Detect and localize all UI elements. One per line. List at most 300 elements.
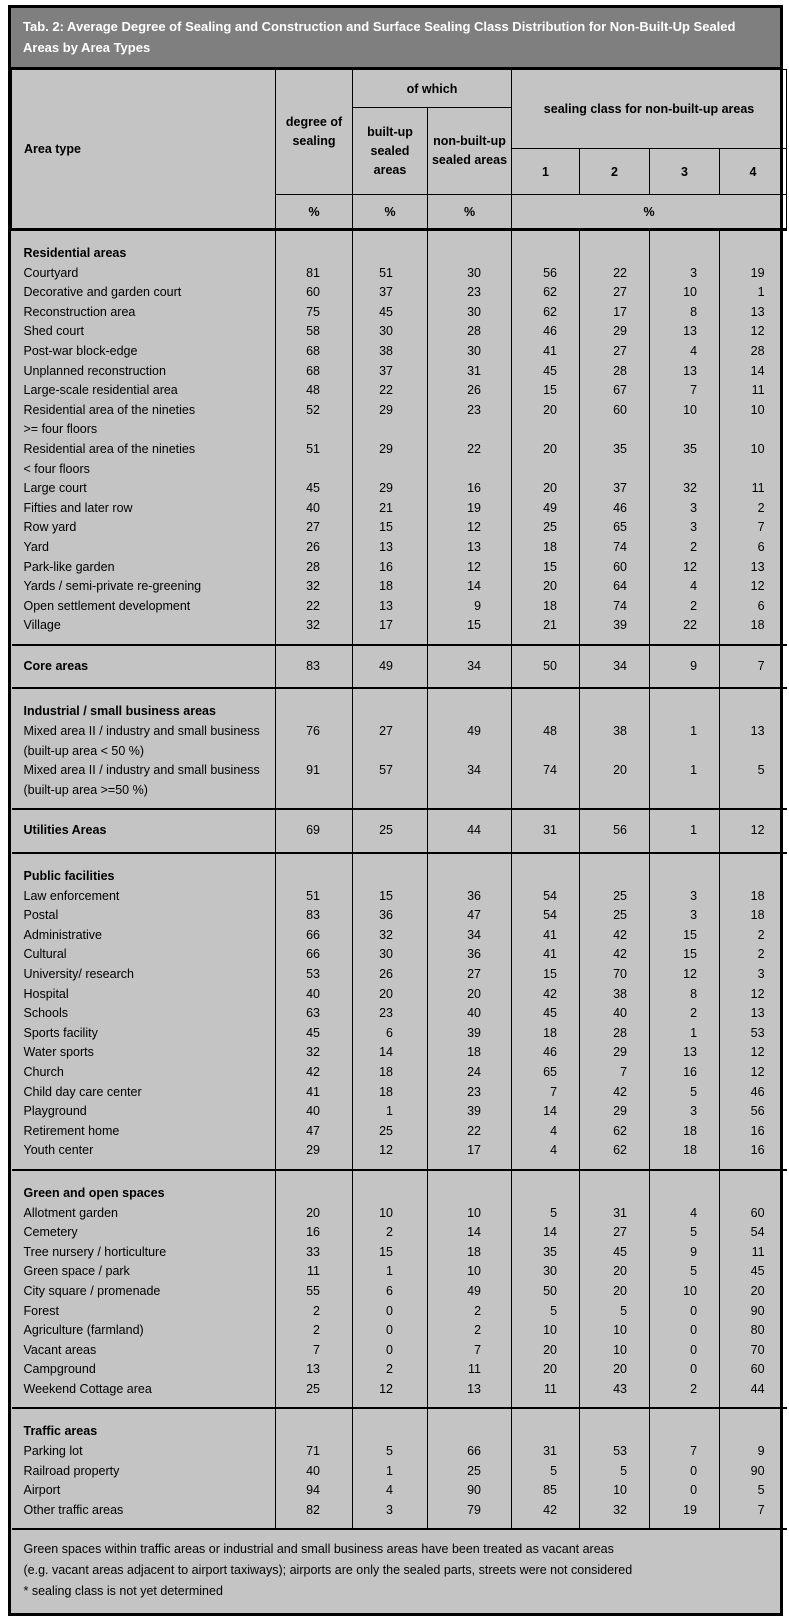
value-cell: 69: [276, 809, 353, 853]
value-cell: [512, 781, 580, 810]
area-type-cell: Retirement home: [23, 1123, 120, 1138]
value-cell: 42: [580, 926, 650, 946]
value-cell: [276, 230, 353, 264]
value-cell: 2: [720, 926, 787, 946]
value-cell: 18: [353, 1083, 428, 1103]
area-type-cell: Railroad property: [23, 1463, 120, 1478]
value-cell: 1: [650, 761, 720, 781]
value-cell: 30: [428, 264, 512, 284]
table-row: [12, 926, 787, 946]
percent-classes: %: [512, 195, 787, 230]
table-row: [12, 1223, 787, 1243]
value-cell: 13: [720, 1004, 787, 1024]
value-cell: 1: [720, 283, 787, 303]
value-cell: [650, 1408, 720, 1442]
value-cell: 1: [650, 1024, 720, 1044]
value-cell: 20: [580, 1360, 650, 1380]
value-cell: [580, 1408, 650, 1442]
section-title-row: [12, 230, 787, 264]
value-cell: 74: [580, 538, 650, 558]
value-cell: 2: [428, 1321, 512, 1341]
value-cell: 19: [720, 264, 787, 284]
value-cell: [353, 781, 428, 810]
value-cell: 18: [428, 1043, 512, 1063]
table-row: [12, 1321, 787, 1341]
value-cell: 13: [650, 322, 720, 342]
area-type-cell: Weekend Cottage area: [23, 1381, 152, 1396]
area-type-cell: Child day care center: [23, 1084, 142, 1099]
table-row: [12, 761, 787, 781]
value-cell: 28: [580, 1024, 650, 1044]
value-cell: 70: [720, 1341, 787, 1361]
area-type-cell: Large court: [23, 481, 87, 496]
value-cell: 27: [580, 1223, 650, 1243]
value-cell: 42: [580, 1083, 650, 1103]
value-cell: [650, 742, 720, 762]
value-cell: 68: [276, 362, 353, 382]
value-cell: 25: [353, 1122, 428, 1142]
value-cell: 13: [276, 1360, 353, 1380]
value-cell: 42: [276, 1063, 353, 1083]
value-cell: 45: [353, 303, 428, 323]
area-type-cell: Church: [23, 1064, 64, 1079]
area-type-cell: Row yard: [23, 520, 77, 535]
value-cell: 40: [276, 985, 353, 1005]
value-cell: 5: [512, 1462, 580, 1482]
value-cell: 12: [720, 809, 787, 853]
value-cell: 29: [353, 440, 428, 460]
value-cell: 46: [512, 1043, 580, 1063]
value-cell: 15: [428, 616, 512, 645]
value-cell: 40: [276, 499, 353, 519]
value-cell: [353, 688, 428, 722]
value-cell: 27: [428, 965, 512, 985]
value-cell: 74: [580, 597, 650, 617]
value-cell: 12: [720, 985, 787, 1005]
value-cell: 62: [580, 1141, 650, 1170]
value-cell: 20: [276, 1204, 353, 1224]
note-line-3: * sealing class is not yet determined: [23, 1584, 223, 1599]
value-cell: 10: [650, 401, 720, 421]
value-cell: 2: [276, 1302, 353, 1322]
value-cell: [720, 853, 787, 887]
value-cell: 20: [512, 1341, 580, 1361]
value-cell: 24: [428, 1063, 512, 1083]
value-cell: 54: [512, 887, 580, 907]
value-cell: 32: [276, 577, 353, 597]
value-cell: 62: [580, 1122, 650, 1142]
table-row: [12, 1302, 787, 1322]
value-cell: 31: [512, 1442, 580, 1462]
value-cell: 1: [650, 809, 720, 853]
value-cell: 7: [720, 518, 787, 538]
value-cell: 17: [353, 616, 428, 645]
value-cell: 9: [650, 645, 720, 689]
value-cell: 90: [720, 1302, 787, 1322]
percent-degree: %: [276, 195, 353, 230]
value-cell: 41: [512, 945, 580, 965]
value-cell: 51: [353, 264, 428, 284]
table-row: [12, 1122, 787, 1142]
value-cell: 29: [580, 322, 650, 342]
value-cell: 14: [512, 1102, 580, 1122]
value-cell: 2: [276, 1321, 353, 1341]
value-cell: 18: [512, 538, 580, 558]
value-cell: 56: [512, 264, 580, 284]
value-cell: 47: [276, 1122, 353, 1142]
value-cell: 0: [650, 1302, 720, 1322]
section-green-and-open-spaces: [12, 1170, 787, 1409]
value-cell: 7: [428, 1341, 512, 1361]
value-cell: 3: [353, 1501, 428, 1530]
value-cell: 94: [276, 1481, 353, 1501]
value-cell: 22: [650, 616, 720, 645]
value-cell: 29: [580, 1043, 650, 1063]
value-cell: 6: [720, 597, 787, 617]
table-row: [12, 965, 787, 985]
value-cell: 20: [512, 440, 580, 460]
value-cell: 18: [428, 1243, 512, 1263]
table-row: [12, 1360, 787, 1380]
table-row: [12, 440, 787, 460]
value-cell: 57: [353, 761, 428, 781]
value-cell: 20: [720, 1282, 787, 1302]
value-cell: 15: [353, 887, 428, 907]
value-cell: 10: [650, 1282, 720, 1302]
value-cell: [580, 420, 650, 440]
value-cell: 16: [650, 1063, 720, 1083]
table-row: [12, 1204, 787, 1224]
value-cell: 23: [353, 1004, 428, 1024]
value-cell: 25: [580, 906, 650, 926]
value-cell: 53: [720, 1024, 787, 1044]
value-cell: 29: [580, 1102, 650, 1122]
value-cell: [512, 1408, 580, 1442]
value-cell: 32: [276, 1043, 353, 1063]
value-cell: 0: [650, 1341, 720, 1361]
area-type-cell: Cemetery: [23, 1225, 78, 1240]
section-title: Core areas: [23, 658, 89, 673]
area-type-cell: Vacant areas: [23, 1342, 97, 1357]
value-cell: 13: [650, 1043, 720, 1063]
value-cell: 40: [276, 1102, 353, 1122]
value-cell: 68: [276, 342, 353, 362]
value-cell: 6: [353, 1282, 428, 1302]
area-type-cell: Mixed area II / industry and small business: [23, 724, 260, 739]
section-title: Residential areas: [23, 246, 127, 260]
value-cell: 15: [353, 518, 428, 538]
value-cell: [276, 688, 353, 722]
area-type-cell: Tree nursery / horticulture: [23, 1244, 167, 1259]
area-type-cell: Fifties and later row: [23, 500, 133, 515]
area-type-cell: Residential area of the nineties: [23, 441, 196, 456]
value-cell: 67: [580, 381, 650, 401]
area-type-cell: Courtyard: [23, 265, 79, 280]
section-title: Traffic areas: [23, 1424, 98, 1439]
value-cell: 14: [428, 577, 512, 597]
section-industrial-small-business-areas: [12, 688, 787, 809]
table-row: [12, 303, 787, 323]
value-cell: 21: [353, 499, 428, 519]
value-cell: 11: [276, 1262, 353, 1282]
value-cell: 32: [353, 926, 428, 946]
area-type-cell: Campground: [23, 1362, 96, 1377]
value-cell: 18: [353, 1063, 428, 1083]
value-cell: 12: [720, 322, 787, 342]
value-cell: [512, 420, 580, 440]
table-title: Tab. 2: Average Degree of Sealing and Construction and Surface Sealing Class Distribution for Non-Built-Up Sealed Areas by Area Types: [11, 8, 780, 69]
note-line-1: Green spaces within traffic areas or industrial and small business areas have been treated as vacant areas: [23, 1542, 614, 1557]
value-cell: 30: [353, 945, 428, 965]
value-cell: 45: [512, 1004, 580, 1024]
value-cell: 0: [353, 1302, 428, 1322]
value-cell: 28: [428, 322, 512, 342]
value-cell: 49: [353, 645, 428, 689]
value-cell: 20: [512, 577, 580, 597]
value-cell: 1: [353, 1262, 428, 1282]
table-row-continuation: [12, 420, 787, 440]
value-cell: 26: [428, 381, 512, 401]
value-cell: 18: [512, 1024, 580, 1044]
header-area-type: Area type: [12, 70, 276, 230]
value-cell: 18: [720, 906, 787, 926]
table-row: [12, 499, 787, 519]
value-cell: 1: [353, 1102, 428, 1122]
value-cell: 70: [580, 965, 650, 985]
table-row: [12, 518, 787, 538]
value-cell: 5: [720, 761, 787, 781]
value-cell: 26: [353, 965, 428, 985]
value-cell: 5: [720, 1481, 787, 1501]
value-cell: 13: [428, 1380, 512, 1409]
value-cell: 49: [512, 499, 580, 519]
table-row: [12, 1282, 787, 1302]
area-type-cell-line2: < four floors: [23, 461, 90, 476]
value-cell: 7: [276, 1341, 353, 1361]
value-cell: [720, 230, 787, 264]
value-cell: 38: [580, 722, 650, 742]
table-row: [12, 1024, 787, 1044]
value-cell: 15: [512, 558, 580, 578]
value-cell: 0: [353, 1321, 428, 1341]
table-row: [12, 1380, 787, 1409]
value-cell: [720, 420, 787, 440]
value-cell: 35: [512, 1243, 580, 1263]
value-cell: 32: [580, 1501, 650, 1530]
value-cell: 4: [512, 1141, 580, 1170]
value-cell: 60: [580, 401, 650, 421]
value-cell: [428, 742, 512, 762]
value-cell: [650, 230, 720, 264]
value-cell: 18: [720, 616, 787, 645]
value-cell: 53: [580, 1442, 650, 1462]
value-cell: 10: [428, 1204, 512, 1224]
value-cell: [580, 742, 650, 762]
value-cell: 20: [512, 479, 580, 499]
value-cell: [720, 1170, 787, 1204]
value-cell: 54: [720, 1223, 787, 1243]
value-cell: [428, 1170, 512, 1204]
value-cell: 27: [276, 518, 353, 538]
value-cell: 32: [276, 616, 353, 645]
value-cell: 13: [353, 597, 428, 617]
value-cell: 43: [580, 1380, 650, 1409]
area-type-cell-line2: (built-up area >=50 %): [23, 782, 148, 797]
value-cell: 60: [720, 1204, 787, 1224]
value-cell: 2: [720, 945, 787, 965]
value-cell: [650, 688, 720, 722]
value-cell: 36: [353, 906, 428, 926]
value-cell: 50: [512, 1282, 580, 1302]
area-type-cell: Large-scale residential area: [23, 383, 178, 398]
value-cell: 13: [353, 538, 428, 558]
value-cell: 52: [276, 401, 353, 421]
value-cell: 45: [512, 362, 580, 382]
value-cell: 7: [720, 1501, 787, 1530]
value-cell: 10: [720, 440, 787, 460]
value-cell: 22: [276, 597, 353, 617]
value-cell: 23: [428, 283, 512, 303]
value-cell: 71: [276, 1442, 353, 1462]
header-class-2: 2: [580, 149, 650, 195]
value-cell: [428, 853, 512, 887]
value-cell: 8: [650, 303, 720, 323]
value-cell: 22: [580, 264, 650, 284]
table-row: [12, 887, 787, 907]
value-cell: 47: [428, 906, 512, 926]
section-utilities-areas: [12, 809, 787, 853]
value-cell: 65: [580, 518, 650, 538]
value-cell: [580, 853, 650, 887]
value-cell: 0: [650, 1462, 720, 1482]
value-cell: 27: [580, 283, 650, 303]
value-cell: [720, 742, 787, 762]
value-cell: 26: [276, 538, 353, 558]
value-cell: 41: [276, 1083, 353, 1103]
value-cell: [650, 460, 720, 480]
value-cell: 23: [428, 1083, 512, 1103]
value-cell: 15: [512, 965, 580, 985]
value-cell: 30: [353, 322, 428, 342]
table-row: [12, 722, 787, 742]
value-cell: 3: [650, 887, 720, 907]
value-cell: 28: [276, 558, 353, 578]
value-cell: 35: [580, 440, 650, 460]
area-type-cell: Schools: [23, 1006, 68, 1021]
value-cell: 5: [650, 1262, 720, 1282]
value-cell: 42: [512, 1501, 580, 1530]
value-cell: [276, 420, 353, 440]
value-cell: 29: [353, 479, 428, 499]
value-cell: 15: [650, 945, 720, 965]
value-cell: [512, 460, 580, 480]
table-row: [12, 342, 787, 362]
value-cell: 58: [276, 322, 353, 342]
value-cell: [428, 420, 512, 440]
value-cell: 12: [353, 1141, 428, 1170]
value-cell: 7: [650, 381, 720, 401]
section-title: Industrial / small business areas: [23, 704, 216, 719]
value-cell: 1: [353, 1462, 428, 1482]
percent-built-up: %: [353, 195, 428, 230]
value-cell: 25: [276, 1380, 353, 1409]
table-header: [12, 70, 787, 230]
value-cell: 49: [428, 1282, 512, 1302]
value-cell: [512, 230, 580, 264]
value-cell: [276, 781, 353, 810]
header-class-4: 4: [720, 149, 787, 195]
value-cell: 18: [353, 577, 428, 597]
table-row: [12, 1262, 787, 1282]
value-cell: 12: [650, 558, 720, 578]
value-cell: [512, 853, 580, 887]
value-cell: 7: [720, 645, 787, 689]
table-row-continuation: [12, 460, 787, 480]
value-cell: 2: [353, 1360, 428, 1380]
value-cell: [580, 1170, 650, 1204]
value-cell: 55: [276, 1282, 353, 1302]
value-cell: 10: [512, 1321, 580, 1341]
value-cell: 16: [353, 558, 428, 578]
value-cell: 60: [720, 1360, 787, 1380]
value-cell: [353, 420, 428, 440]
table-row: [12, 362, 787, 382]
value-cell: [428, 1408, 512, 1442]
value-cell: 66: [428, 1442, 512, 1462]
value-cell: 6: [720, 538, 787, 558]
header-built-up-sealed-areas: built-up sealed areas: [353, 108, 428, 195]
value-cell: 5: [650, 1223, 720, 1243]
value-cell: 37: [353, 283, 428, 303]
table-row: [12, 1341, 787, 1361]
value-cell: 62: [512, 303, 580, 323]
section-title-row: [12, 1170, 787, 1204]
section-title-row: [12, 1408, 787, 1442]
area-type-cell-line2: >= four floors: [23, 422, 98, 437]
table-row: [12, 1102, 787, 1122]
value-cell: 10: [650, 283, 720, 303]
value-cell: 8: [650, 985, 720, 1005]
value-cell: 25: [428, 1462, 512, 1482]
value-cell: 91: [276, 761, 353, 781]
table-row: [12, 616, 787, 645]
header-class-1: 1: [512, 149, 580, 195]
value-cell: 34: [580, 645, 650, 689]
section-residential-areas: [12, 230, 787, 645]
value-cell: 17: [428, 1141, 512, 1170]
value-cell: [720, 460, 787, 480]
value-cell: 11: [512, 1380, 580, 1409]
table-row: [12, 1501, 787, 1530]
area-type-cell: Mixed area II / industry and small business: [23, 763, 260, 778]
value-cell: 42: [512, 985, 580, 1005]
value-cell: [720, 688, 787, 722]
value-cell: 9: [428, 597, 512, 617]
value-cell: [428, 460, 512, 480]
value-cell: 41: [512, 926, 580, 946]
value-cell: 12: [428, 558, 512, 578]
value-cell: 3: [650, 264, 720, 284]
table-row: [12, 945, 787, 965]
value-cell: 39: [428, 1102, 512, 1122]
table-row-continuation: [12, 742, 787, 762]
value-cell: [353, 230, 428, 264]
area-type-cell: Youth center: [23, 1143, 94, 1158]
value-cell: 66: [276, 926, 353, 946]
table-row: [12, 1442, 787, 1462]
value-cell: 0: [650, 1360, 720, 1380]
value-cell: 5: [512, 1302, 580, 1322]
